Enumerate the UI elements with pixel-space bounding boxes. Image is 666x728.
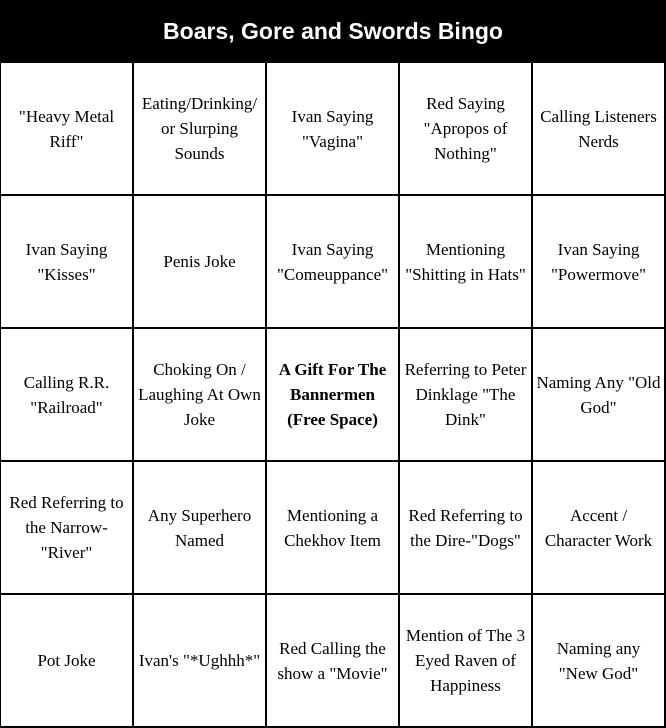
bingo-cell-chekhov-item: Mentioning a Chekhov Item — [267, 462, 400, 595]
bingo-cell-show-movie: Red Calling the show a "Movie" — [267, 595, 400, 728]
bingo-cell-listeners-nerds: Calling Listeners Nerds — [533, 63, 666, 196]
bingo-cell-penis-joke: Penis Joke — [134, 196, 267, 329]
bingo-cell-red-apropos: Red Saying "Apropos of Nothing" — [400, 63, 533, 196]
bingo-cell-pot-joke: Pot Joke — [1, 595, 134, 728]
bingo-cell-shitting-in-hats: Mentioning "Shitting in Hats" — [400, 196, 533, 329]
bingo-cell-eating-sounds: Eating/Drinking/ or Slurping Sounds — [134, 63, 267, 196]
bingo-grid — [0, 62, 666, 728]
bingo-cell-superhero: Any Superhero Named — [134, 462, 267, 595]
bingo-cell-the-dink: Referring to Peter Dinklage "The Dink" — [400, 329, 533, 462]
bingo-cell-free-space: A Gift For The Bannermen (Free Space) — [267, 329, 400, 462]
bingo-cell-three-eyed-raven: Mention of The 3 Eyed Raven of Happiness — [400, 595, 533, 728]
bingo-title: Boars, Gore and Swords Bingo — [0, 0, 666, 62]
bingo-cell-ivan-powermove: Ivan Saying "Powermove" — [533, 196, 666, 329]
bingo-cell-ivan-comeuppance: Ivan Saying "Comeuppance" — [267, 196, 400, 329]
bingo-cell-narrow-river: Red Referring to the Narrow-"River" — [1, 462, 134, 595]
bingo-cell-ivan-kisses: Ivan Saying "Kisses" — [1, 196, 134, 329]
bingo-cell-old-god: Naming Any "Old God" — [533, 329, 666, 462]
bingo-cell-railroad: Calling R.R. "Railroad" — [1, 329, 134, 462]
bingo-cell-dire-dogs: Red Referring to the Dire-"Dogs" — [400, 462, 533, 595]
bingo-cell-own-joke: Choking On / Laughing At Own Joke — [134, 329, 267, 462]
bingo-cell-accent-work: Accent / Character Work — [533, 462, 666, 595]
bingo-cell-new-god: Naming any "New God" — [533, 595, 666, 728]
bingo-cell-ivan-vagina: Ivan Saying "Vagina" — [267, 63, 400, 196]
bingo-cell-heavy-metal-riff: "Heavy Metal Riff" — [1, 63, 134, 196]
bingo-cell-ivan-ughhh: Ivan's "*Ughhh*" — [134, 595, 267, 728]
